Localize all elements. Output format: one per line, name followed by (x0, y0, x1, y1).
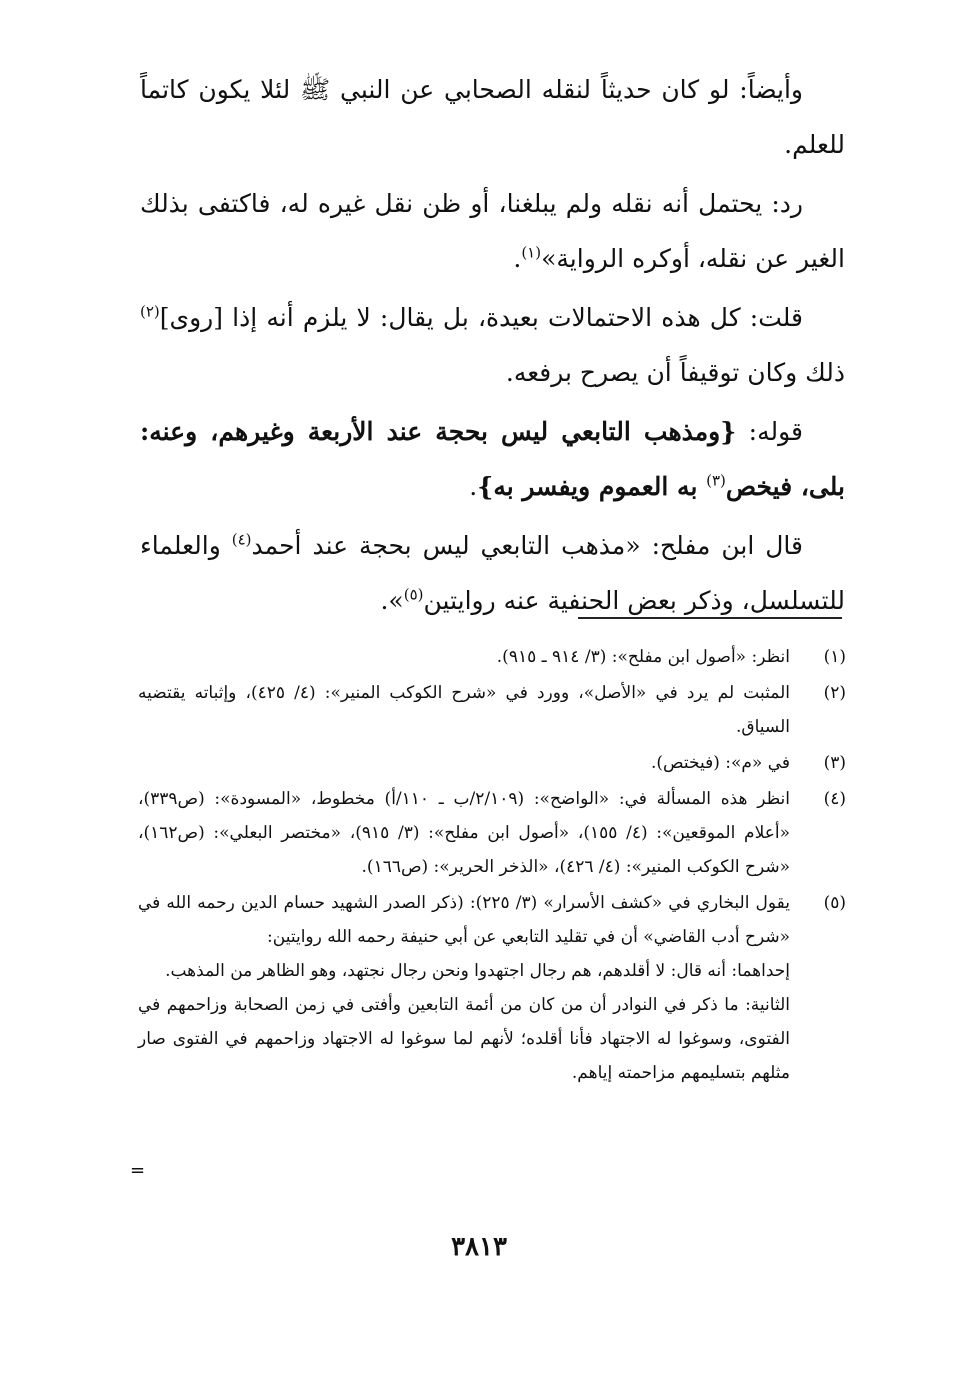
paragraph-4-quote-a: {ومذهب التابعي ليس بحجة عند الأربعة وغيرهم، وعنه: بلى، فيخص (140, 417, 845, 501)
paragraph-1 (140, 62, 845, 172)
footnote-number: (١) (823, 647, 846, 667)
paragraph-4 (140, 404, 845, 514)
footnote-number: (٤) (823, 789, 846, 809)
footnote-ref-3: (٣) (706, 471, 726, 490)
paragraph-3-text-b: ذلك وكان توقيفاً أن يصرح برفعه. (505, 358, 845, 387)
paragraph-4-end: . (469, 472, 478, 501)
paragraph-2 (140, 176, 845, 286)
paragraph-5 (140, 518, 845, 628)
paragraph-3-text-a: قلت: كل هذه الاحتمالات بعيدة، بل يقال: لا يلزم أنه إذا [روى] (159, 303, 803, 332)
footnote-number: (٣) (823, 753, 846, 773)
paragraph-5-text-b: والعلماء للتسلسل، وذكر بعض الحنفية عنه روايتين (140, 531, 845, 615)
footnote-ref-2: (٢) (140, 302, 160, 321)
footnote-text: انظر هذه المسألة في: «الواضح»: (٢/١٠٩/ب ـ ١١٠/أ) مخطوط، «المسودة»: (ص٣٣٩)، «أعلام الموقعين»: (٤/ ١٥٥)، «أصول ابن مفلح»: (٣/ ٩١٥)، «مختصر البعلي»: (ص١٦٢)، «شرح الكوكب المنير»: (٤/ ٤٢٦)، «الذخر الحرير»: (ص١٦٦). (138, 789, 791, 877)
footnote-number: (٢) (823, 683, 846, 703)
paragraph-5-end: ». (380, 586, 404, 615)
footnote-text: انظر: «أصول ابن مفلح»: (٣/ ٩١٤ ـ ٩١٥). (496, 647, 790, 667)
continuation-mark: = (130, 1160, 146, 1181)
main-text (140, 62, 845, 628)
paragraph-4-quote-b: به العموم ويفسر به} (477, 472, 707, 501)
footnote-separator (578, 617, 842, 619)
footnote-ref-4: (٤) (231, 530, 252, 549)
footnote-number: (٥) (823, 893, 846, 913)
footnote-5-line-2: إحداهما: أنه قال: لا أقلدهم، هم رجال اجتهدوا ونحن رجال نجتهد، وهو الظاهر من المذهب. (165, 961, 790, 981)
footnote-5-line-3: الثانية: ما ذكر في النوادر أن من كان من أئمة التابعين وأفتى في زمن الصحابة وزاحمهم في الفتوى، وسوغوا له الاجتهاد فأنا أقلده؛ لأنهم لما سوغوا له الاجتهاد وزاحمهم في الفتوى صار مثلهم بتسليمهم مزاحمته إياهم. (138, 995, 790, 1083)
footnote-4 (138, 782, 846, 884)
paragraph-1-text: وأيضاً: لو كان حديثاً لنقله الصحابي عن النبي ﷺ لئلا يكون كاتماً للعلم. (140, 75, 845, 159)
footnote-2 (138, 676, 846, 744)
paragraph-2-end: . (513, 244, 522, 273)
paragraph-2-text: رد: يحتمل أنه نقله ولم يبلغنا، أو ظن نقل غيره له، فاكتفى بذلك الغير عن نقله، أوكره الرواية» (140, 189, 845, 273)
page-number: ٣٨١٣ (451, 1232, 507, 1262)
footnote-3 (138, 746, 846, 780)
footnotes (138, 640, 846, 1092)
footnote-text: في «م»: (فيختص). (650, 753, 790, 773)
footnote-ref-1: (١) (521, 243, 542, 262)
footnote-ref-5: (٥) (403, 585, 424, 604)
footnote-1 (138, 640, 846, 674)
footnote-5-line-1: يقول البخاري في «كشف الأسرار» (٣/ ٢٢٥): (ذكر الصدر الشهيد حسام الدين رحمه الله في «شرح أدب القاضي» أن في تقليد التابعي عن أبي حنيفة رحمه الله روايتين: (138, 893, 791, 947)
paragraph-4-prefix: قوله: (736, 417, 803, 446)
footnote-5 (138, 886, 846, 1090)
footnote-text: المثبت لم يرد في «الأصل»، وورد في «شرح الكوكب المنير»: (٤/ ٤٢٥)، وإثباته يقتضيه السياق. (138, 683, 790, 737)
paragraph-3 (140, 290, 845, 400)
paragraph-5-text-a: قال ابن مفلح: «مذهب التابعي ليس بحجة عند أحمد (251, 531, 803, 560)
